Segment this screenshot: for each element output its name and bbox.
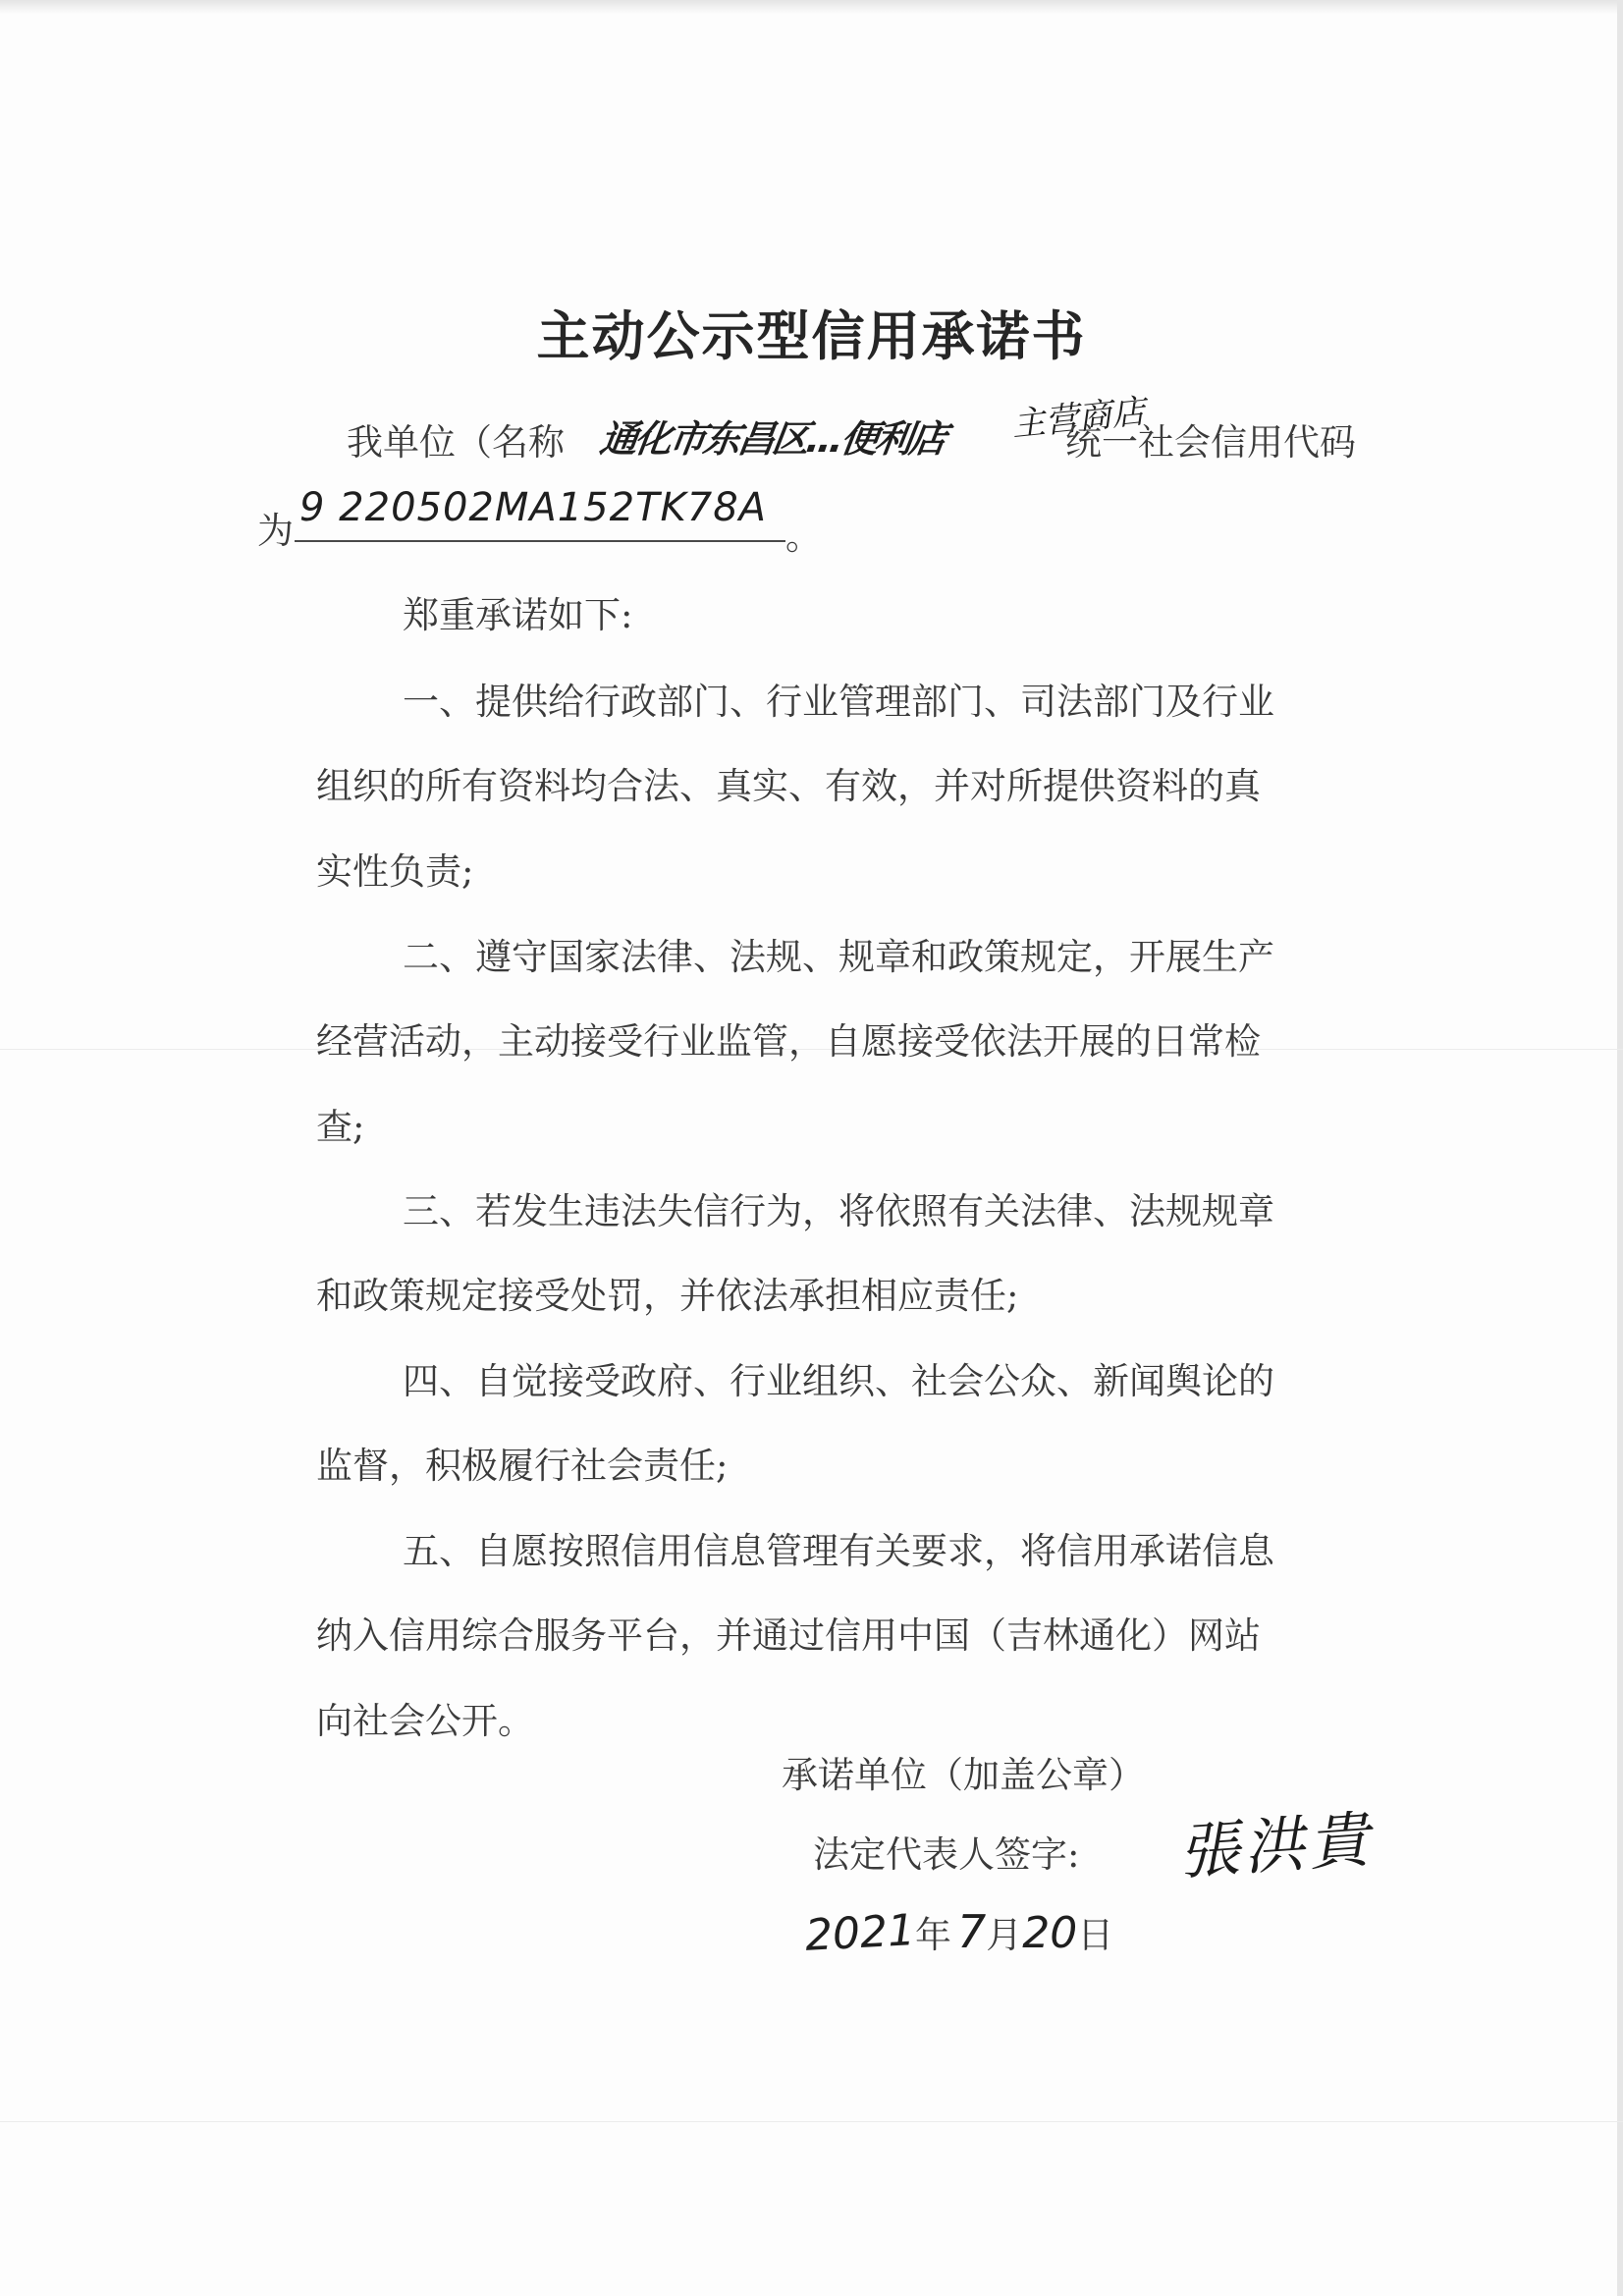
pledge-line: 查; — [316, 1106, 365, 1148]
credit-code-underline — [295, 540, 785, 542]
intro-suffix: 统一社会信用代码 — [1065, 421, 1356, 464]
intro-prefix: 我单位（名称 — [347, 421, 565, 464]
pledge-line: 向社会公开。 — [316, 1700, 534, 1742]
pledge-line: 实性负责; — [316, 850, 474, 893]
pledge-line: 经营活动，主动接受行业监管，自愿接受依法开展的日常检 — [316, 1020, 1261, 1063]
document-title: 主动公示型信用承诺书 — [536, 304, 1087, 367]
scan-top-edge — [0, 0, 1623, 14]
code-prefix: 为 — [257, 510, 294, 552]
handwritten-unit-name-tail: 主营商店 — [1009, 391, 1148, 445]
handwritten-day: 20 — [1022, 1908, 1078, 1958]
pledge-line: 监督，积极履行社会责任; — [316, 1445, 729, 1487]
signing-date — [803, 1905, 1114, 1961]
pledge-line: 纳入信用综合服务平台，并通过信用中国（吉林通化）网站 — [316, 1614, 1261, 1657]
committing-unit-label: 承诺单位（加盖公章） — [782, 1754, 1145, 1796]
pledge-line: 一、提供给行政部门、行业管理部门、司法部门及行业 — [403, 681, 1274, 723]
pledge-line: 二、遵守国家法律、法规、规章和政策规定，开展生产 — [403, 936, 1274, 978]
legal-rep-label: 法定代表人签字: — [813, 1833, 1080, 1876]
pledge-line: 和政策规定接受处罚，并依法承担相应责任; — [316, 1275, 1019, 1317]
handwritten-year: 2021 — [803, 1905, 917, 1961]
pledge-heading: 郑重承诺如下: — [403, 594, 633, 636]
pledge-line: 组织的所有资料均合法、真实、有效，并对所提供资料的真 — [316, 765, 1261, 807]
handwritten-credit-code: 9 220502MA152TK78A — [299, 485, 768, 530]
month-char: 月 — [986, 1914, 1023, 1956]
pledge-line: 三、若发生违法失信行为，将依照有关法律、法规规章 — [403, 1190, 1274, 1232]
intro-end-mark: 。 — [785, 516, 822, 558]
pledge-line: 五、自愿按照信用信息管理有关要求，将信用承诺信息 — [403, 1530, 1274, 1572]
handwritten-month: 7 — [956, 1905, 987, 1958]
scan-artifact-line — [0, 2121, 1623, 2122]
handwritten-signature: 張洪貴 — [1176, 1803, 1376, 1888]
day-char: 日 — [1077, 1914, 1114, 1956]
handwritten-unit-name: 通化市东昌区…便利店 — [597, 417, 947, 461]
year-char: 年 — [914, 1914, 951, 1956]
pledge-line: 四、自觉接受政府、行业组织、社会公众、新闻舆论的 — [403, 1360, 1274, 1402]
